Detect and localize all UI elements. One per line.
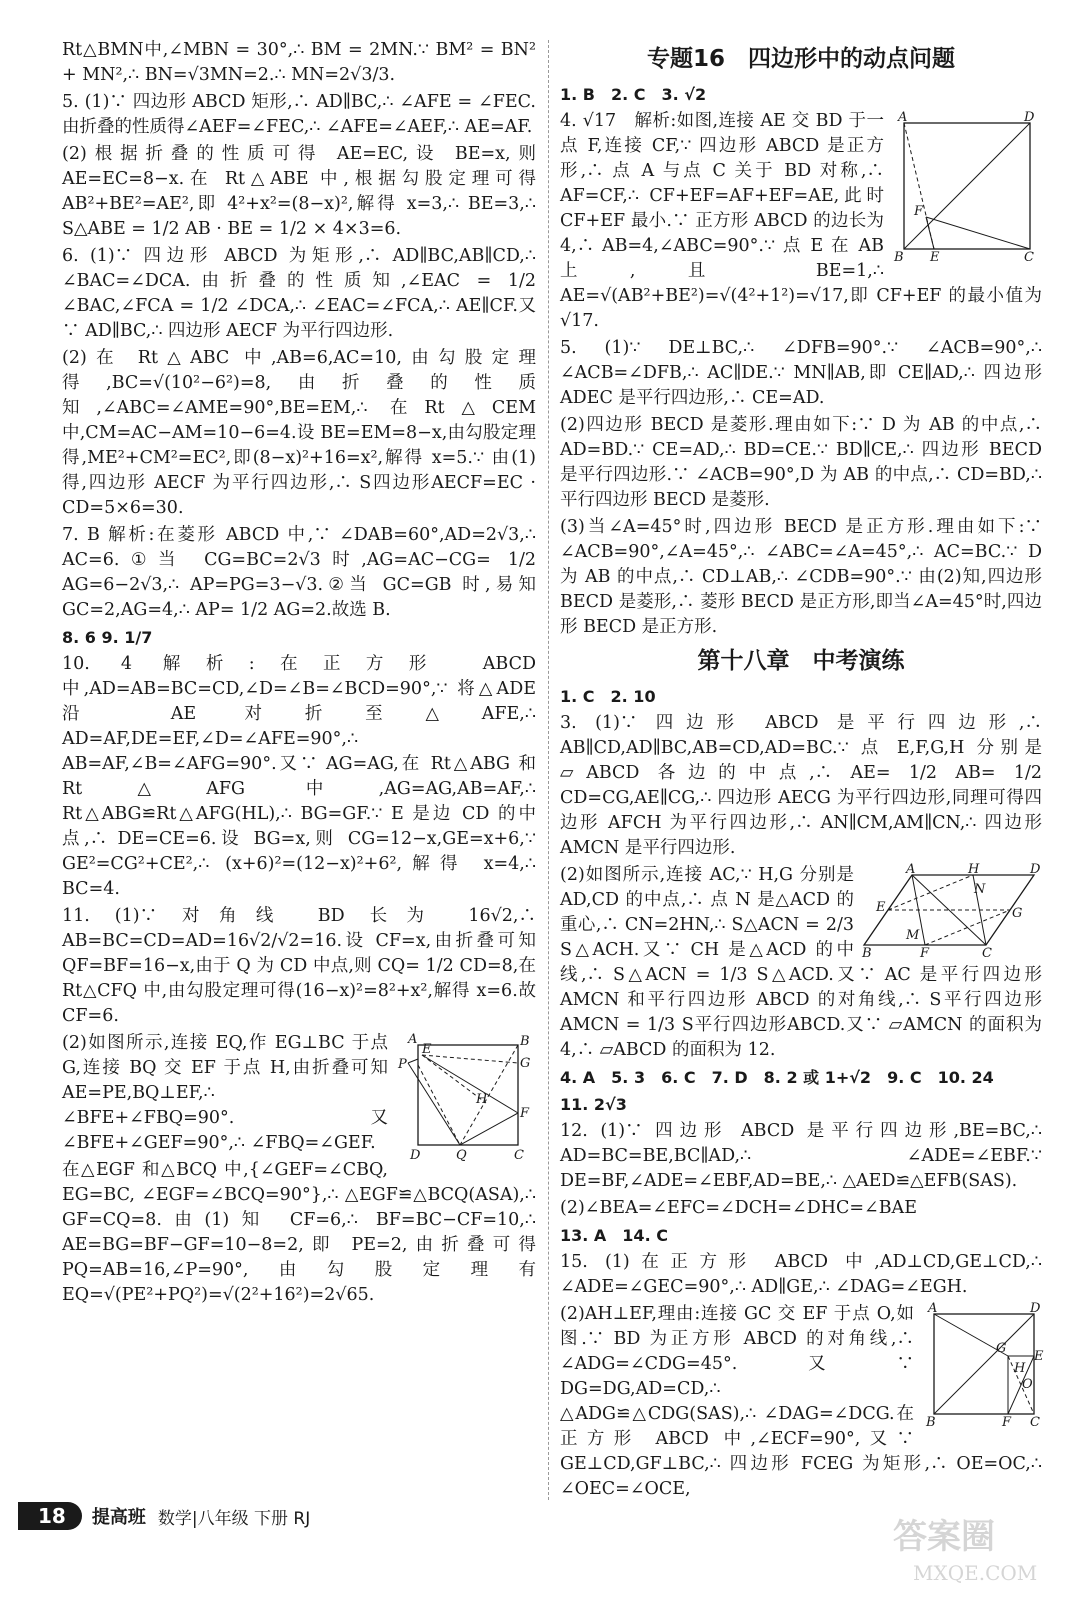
fig-label: B: [520, 1034, 530, 1049]
square-fold-figure: [396, 1033, 536, 1163]
fig-label: G: [996, 1341, 1007, 1356]
answer-10: 10. 4 解析:在正方形 ABCD 中,AD=AB=BC=CD,∠D=∠B=∠BCD=90°,∵ 将△ADE 沿 AE 对折至△AFE,∴ AD=AF,DE=EF,∠D=∠AFE=90°,∴ AB=AF,∠B=∠AFG=90°.又∵ AG=AG,在 Rt△ABG 和 Rt△AFG 中,AG=AG,AB=AF,∴ Rt△ABG≌Rt△AFG(HL),∴ BG=GF.∵ E 是边 CD 的中点,∴ DE=CE=6.设 BG=x,则 CG=12−x,GE=x+6,∵ GE²=CG²+CE²,∴ (x+6)²=(12−x)²+6²,解得 x=4,∴ BC=4.: [62, 654, 536, 899]
fig-label: O: [1022, 1377, 1033, 1392]
answer-12-1-ch18: 12. (1)∵ 四边形 ABCD 是平行四边形,BE=BC,∴ AD=BC=BE,BC∥AD,∴ ∠ADE=∠EBF.∵ DE=BF,∠ADE=∠EBF,AD=BE,∴ △AED≌△EFB(SAS).: [560, 1121, 1042, 1191]
fig-label: D: [1030, 862, 1041, 877]
answer-12-2-ch18: (2)∠BEA=∠EFC=∠DCH=∠DHC=∠BAE: [560, 1198, 917, 1218]
answer-13-14-ch18: 13. A 14. C: [560, 1226, 668, 1245]
subject-label: 数学|八年级 下册 RJ: [157, 1508, 311, 1529]
fig-label: D: [1024, 110, 1035, 125]
answer-11-1: 11. (1)∵ 对角线 BD 长为 16√2,∴ AB=BC=CD=AD=16√2/√2=16.设 CF=x,由折叠可知 QF=BF=16−x,由于 Q 为 CD 中点,则 CQ= 1/2 CD=8,在 Rt△CFQ 中,由勾股定理可得(16−x)²=8²+x²,解得 x=6.故 CF=6.: [62, 906, 536, 1026]
page-footer: [18, 1500, 310, 1532]
fig-label: A: [408, 1032, 418, 1047]
answer-5-2: (2)根据折叠的性质可得 AE=EC,设 BE=x,则 AE=EC=8−x.在 Rt△ABE 中,根据勾股定理可得 AB²+BE²=AE²,即 4²+x²=(8−x)²,解得 x=3,∴ BE=3,∴ S△ABE = 1/2 AB · BE = 1/2 × 4×3=6.: [62, 144, 536, 239]
answer-5-1-right: 5. (1)∵ DE⊥BC,∴ ∠DFB=90°.∵ ∠ACB=90°,∴ ∠ACB=∠DFB,∴ AC∥DE.∵ MN∥AB,即 CE∥AD,∴ 四边形 ADEC 是平行四边形,∴ CE=AD.: [560, 338, 1042, 408]
fig-label: P: [398, 1057, 407, 1072]
fig-label: C: [514, 1148, 524, 1163]
page-number: 18: [18, 1502, 82, 1530]
answer-5-1: 5. (1)∵ 四边形 ABCD 矩形,∴ AD∥BC,∴ ∠AFE = ∠FEC.由折叠的性质得∠AEF=∠FEC,∴ ∠AFE=∠AEF,∴ AE=AF.: [62, 92, 536, 137]
left-column: [62, 38, 536, 1310]
fig-label: C: [1030, 1415, 1040, 1430]
fig-label: B: [862, 946, 872, 961]
fig-label: N: [974, 882, 986, 897]
answer-1-3: 1. B 2. C 3. √2: [560, 85, 707, 104]
answer-6-1: 6. (1)∵ 四边形 ABCD 为矩形,∴ AD∥BC,AB∥CD,∴ ∠BAC=∠DCA.由折叠的性质知,∠EAC = 1/2 ∠BAC,∠FCA = 1/2 ∠DCA,∴ ∠EAC=∠FCA,∴ AE∥CF.又∵ AD∥BC,∴ 四边形 AECF 为平行四边形.: [62, 246, 536, 341]
answer-15-2-ch18: (2)AH⊥EF,理由:连接 GC 交 EF 于点 O,如图.∵ BD 为正方形 ABCD 的对角线,∴ ∠ADG=∠CDG=45°.又∵ DG=DG,AD=CD,∴ △ADG≌△CDG(SAS),∴ ∠DAG=∠DCG.在正方形 ABCD 中,∠ECF=90°,又∵ GE⊥CD,GF⊥BC,∴ 四边形 FCEG 为矩形,∴ OE=OC,∴ ∠OEC=∠OCE,: [560, 1304, 1042, 1499]
answer-11-2: (2)如图所示,连接 EQ,作 EG⊥BC 于点 G,连接 BQ 交 EF 于点 H,由折叠可知 AE=PE,BQ⊥EF,∴ ∠BFE+∠FBQ=90°.又∠BFE+∠GEF=90°,∴ ∠FBQ=∠GEF.: [62, 1033, 388, 1153]
watermark-text: 答案圈: [893, 1517, 995, 1557]
answer-4-10-ch18: 4. A 5. 3 6. C 7. D 8. 2 或 1+√2 9. C 10. 24: [560, 1068, 994, 1087]
fig-label: H: [968, 862, 980, 877]
fig-label: H: [1014, 1361, 1026, 1376]
column-divider: [548, 40, 549, 1500]
fig-label: F: [920, 946, 930, 961]
fig-label: C: [982, 946, 992, 961]
fig-label: G: [1012, 906, 1023, 921]
answer-4: 4. √17 解析:如图,连接 AE 交 BD 于一点 F,连接 CF,∵ 四边形 ABCD 是正方形,∴ 点 A 与点 C 关于 BD 对称,∴ AF=CF,∴ CF+EF=AF+EF=AE,此时 CF+EF 最小.∵ 正方形 ABCD 的边长为 4,∴ AB=4,∠ABC=90°.∵ 点 E 在 AB 上,且 BE=1,∴ AE=√(AB²+BE²)=√(4²+1²)=√17,即 CF+EF 的最小值为√17.: [560, 111, 1042, 331]
section-title-chapter-18: 第十八章 中考演练: [697, 648, 905, 674]
answer-5-3-right: (3)当∠A=45°时,四边形 BECD 是正方形.理由如下:∵ ∠ACB=90°,∠A=45°,∴ ∠ABC=∠A=45°,∴ AC=BC.∵ D 为 AB 的中点,∴ CD⊥AB,∴ ∠CDB=90°.∵ 由(2)知,四边形 BECD 是菱形,∴ 菱形 BECD 是正方形,即当∠A=45°时,四边形 BECD 是正方形.: [560, 517, 1042, 637]
fig-label: D: [410, 1148, 421, 1163]
square-shortest-path-figure: [892, 110, 1042, 265]
fig-label: E: [930, 250, 940, 265]
answer-8-9: 8. 6 9. 1/7: [62, 628, 153, 647]
fig-label: A: [906, 862, 916, 877]
fig-label: F: [914, 204, 924, 219]
fig-label: E: [876, 900, 886, 915]
fig-label: C: [1024, 250, 1034, 265]
fig-label: F: [1002, 1415, 1012, 1430]
fig-label: F: [520, 1106, 530, 1121]
answer-11-ch18: 11. 2√3: [560, 1095, 627, 1114]
book-title: 提高班: [91, 1507, 146, 1528]
fig-label: B: [926, 1415, 936, 1430]
fig-label: G: [520, 1056, 531, 1071]
right-column: [560, 38, 1042, 1504]
fig-label: M: [906, 928, 920, 943]
fig-label: A: [898, 110, 908, 125]
fig-label: D: [1030, 1301, 1041, 1316]
answer-3-2-ch18: (2)如图所示,连接 AC,∵ H,G 分别是 AD,CD 的中点,∴ 点 N 是△ACD 的重心,∴ CN=2HN,∴ S△ACN = 2/3 S△ACH.又∵ CH 是△ACD 的中线,∴ S△ACN = 1/3 S△ACD.又∵ AC 是平行四边形 AMCN 和平行四边形 ABCD 的对角线,∴ S平行四边形AMCN = 1/3 S平行四边形ABCD.又∵ ▱AMCN 的面积为 4,∴ ▱ABCD 的面积为 12.: [560, 865, 1042, 1060]
answer-6-2: (2)在 Rt△ABC 中,AB=6,AC=10,由勾股定理得,BC=√(10²−6²)=8,由折叠的性质知,∠ABC=∠AME=90°,BE=EM,∴ 在Rt△CEM 中,CM=AC−AM=10−6=4.设 BE=EM=8−x,由勾股定理得,ME²+CM²=EC²,即(8−x)²+16=x²,解得 x=5.∵ 由(1)得,四边形 AECF 为平行四边形,∴ S四边形AECF=EC · CD=5×6=30.: [62, 348, 536, 518]
section-title-topic-16: 专题16 四边形中的动点问题: [646, 46, 955, 72]
answer-15-1-ch18: 15. (1)在正方形 ABCD 中,AD⊥CD,GE⊥CD,∴ ∠ADE=∠GEC=90°,∴ AD∥GE,∴ ∠DAG=∠EGH.: [560, 1252, 1042, 1297]
parallelogram-figure: [862, 862, 1042, 961]
fig-label: E: [1034, 1349, 1044, 1364]
fig-label: B: [894, 250, 904, 265]
fig-label: H: [476, 1092, 488, 1107]
answer-11-3: 在△EGF 和△BCQ 中,{∠GEF=∠CBQ, EG=BC, ∠EGF=∠BCQ=90°},∴ △EGF≌△BCQ(ASA),∴ GF=CQ=8.由(1)知 CF=6,∴ BF=BC−CF=10,∴ AE=BG=BF−GF=10−8=2,即 PE=2,由折叠可得 PQ=AB=16,∠P=90°,由勾股定理有 EQ=√(PE²+PQ²)=√(2²+16²)=2√65.: [62, 1160, 536, 1305]
answer-text: Rt△BMN中,∠MBN = 30°,∴ BM = 2MN.∵ BM² = BN² + MN²,∴ BN=√3MN=2.∴ MN=2√3/3.: [62, 40, 536, 85]
fig-label: Q: [456, 1148, 467, 1163]
watermark-logo: [883, 1508, 1073, 1588]
fig-label: E: [422, 1042, 432, 1057]
answer-3-1-ch18: 3. (1)∵ 四边形 ABCD 是平行四边形,∴ AB∥CD,AD∥BC,AB=CD,AD=BC.∵ 点 E,F,G,H 分别是▱ABCD 各边的中点,∴ AE= 1/2 AB= 1/2 CD=CG,AE∥CG,∴ 四边形 AECG 为平行四边形,同理可得四边形 AFCH 为平行四边形,∴ AN∥CM,AM∥CN,∴ 四边形 AMCN 是平行四边形.: [560, 713, 1042, 858]
watermark-url: MXQE.COM: [913, 1561, 1038, 1585]
fig-label: A: [928, 1301, 938, 1316]
answer-7: 7. B 解析:在菱形 ABCD 中,∵ ∠DAB=60°,AD=2√3,∴ AC=6.①当 CG=BC=2√3时,AG=AC−CG= 1/2 AG=6−2√3,∴ AP=PG=3−√3.②当 GC=GB 时,易知 GC=2,AG=4,∴ AP= 1/2 AG=2.故选 B.: [62, 525, 536, 620]
answer-5-2-right: (2)四边形 BECD 是菱形.理由如下:∵ D 为 AB 的中点,∴ AD=BD.∵ CE=AD,∴ BD=CE.∵ BD∥CE,∴ 四边形 BECD 是平行四边形.∵ ∠ACB=90°,D 为 AB 的中点,∴ CD=BD,∴ 平行四边形 BECD 是菱形.: [560, 415, 1042, 510]
answer-1-2-ch18: 1. C 2. 10: [560, 687, 656, 706]
square-diagonal-figure: [922, 1301, 1044, 1430]
